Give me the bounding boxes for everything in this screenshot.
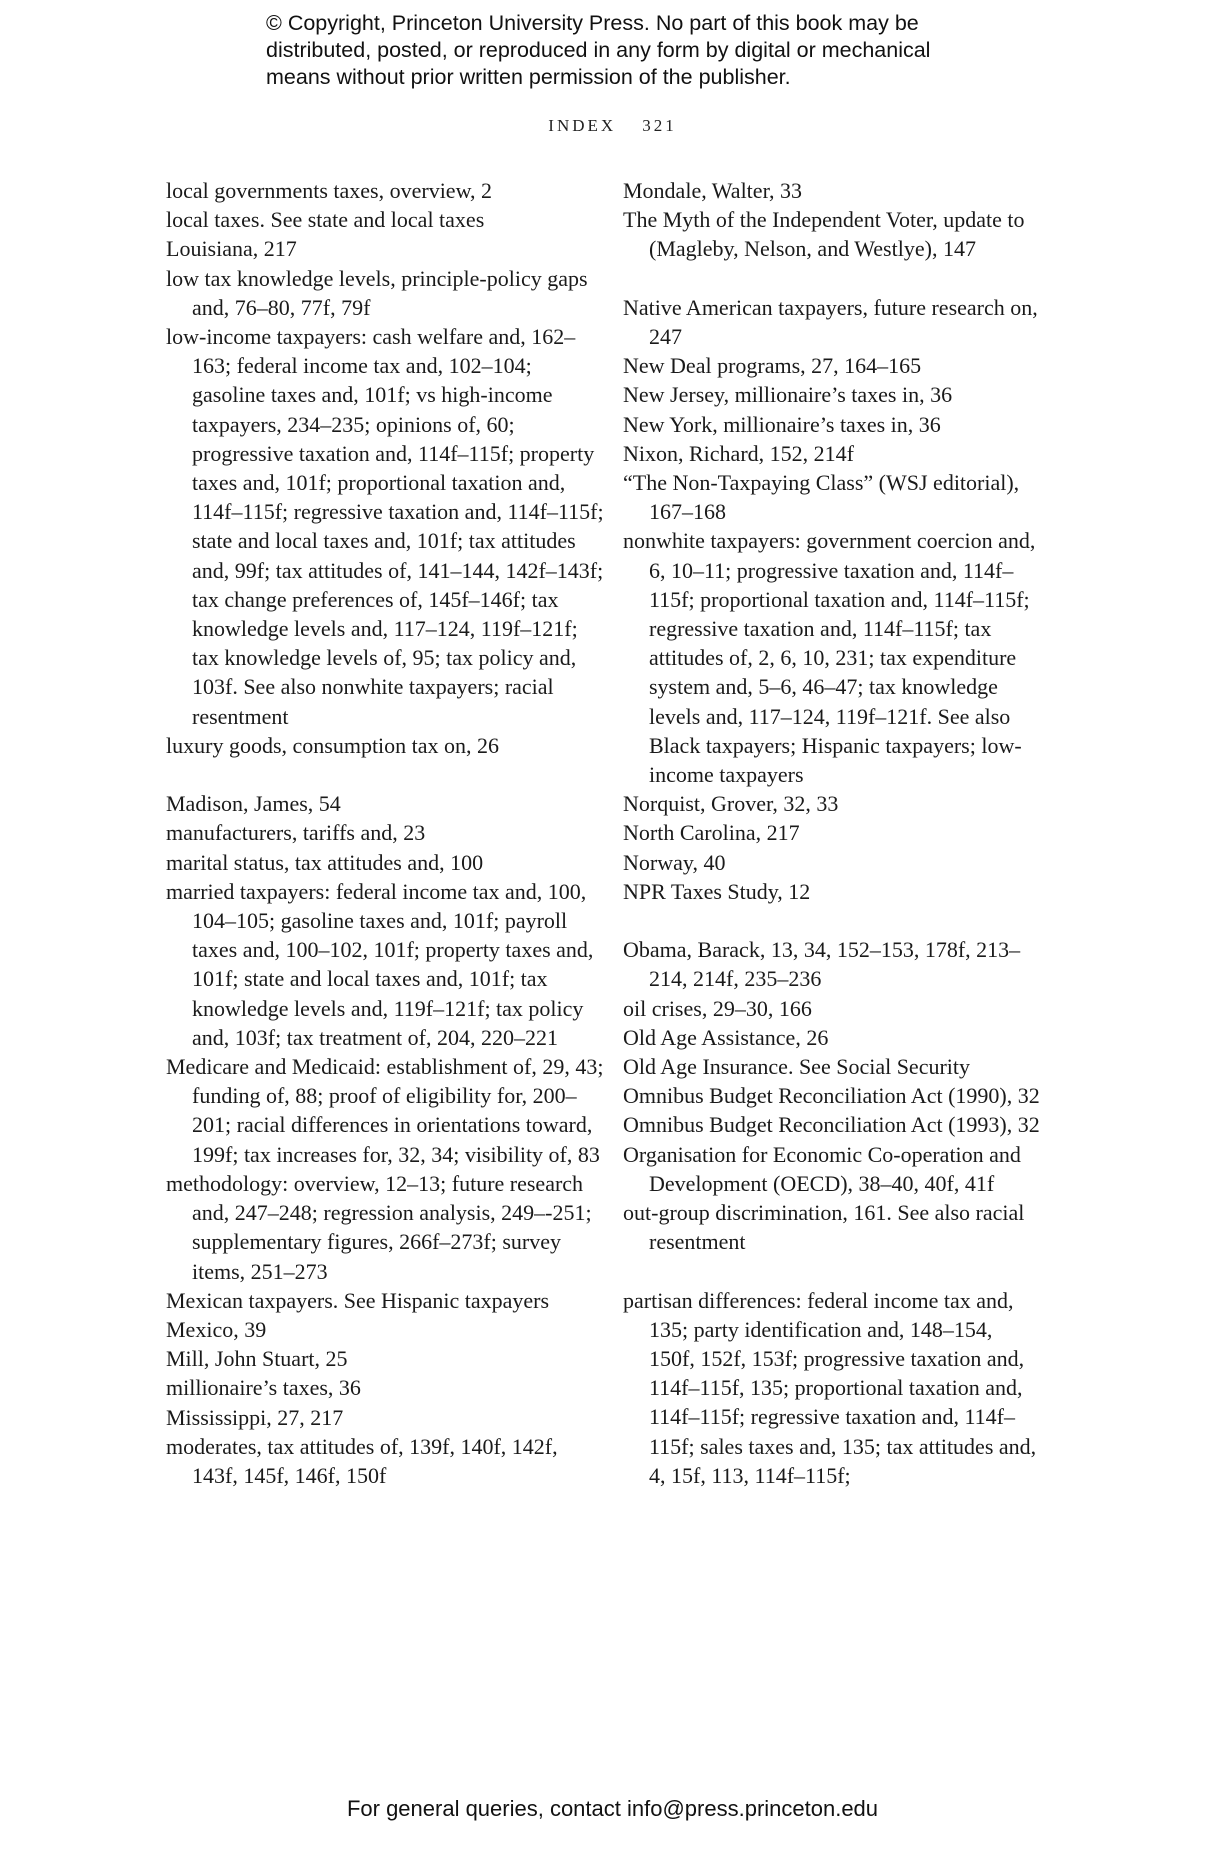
section-gap — [623, 906, 1043, 935]
copyright-line: means without prior written permission of the publisher. — [266, 65, 791, 89]
index-entry: luxury goods, consumption tax on, 26 — [166, 732, 500, 758]
section-gap — [166, 760, 606, 789]
footer-contact: For general queries, contact info@press.princeton.edu — [346, 1796, 879, 1821]
index-entry: Mexico, 39 — [166, 1316, 267, 1342]
index-entry: Obama, Barack, 13, 34, 152–153, 178f, 213–214, 214f, 235–236 — [623, 937, 1021, 992]
index-column-left — [166, 176, 606, 1490]
index-entry: Old Age Assistance, 26 — [623, 1024, 829, 1050]
page-number: 321 — [642, 116, 677, 135]
index-entry: Old Age Insurance. See Social Security — [623, 1054, 971, 1080]
section-gap — [623, 1256, 1043, 1285]
running-head — [0, 116, 1225, 136]
index-entry: New Jersey, millionaire’s taxes in, 36 — [623, 382, 953, 408]
index-entry: North Carolina, 217 — [623, 820, 800, 846]
index-entry: Madison, James, 54 — [166, 791, 341, 817]
index-entry: Omnibus Budget Reconciliation Act (1990), 32 — [623, 1083, 1040, 1109]
copyright-line: distributed, posted, or reproduced in any form by digital or mechanical — [266, 38, 931, 62]
index-column-right — [623, 176, 1043, 1490]
index-entry: low-income taxpayers: cash welfare and, 162–163; federal income tax and, 102–104; gasoline taxes and, 101f; vs high-income taxpayers, 234–235; opinions of, 60; progressive taxation and, 114f–115f; property taxes and, 101f; proportional taxation and, 114f–115f; regressive taxation and, 114f–115f; state and local taxes and, 101f; tax attitudes and, 99f; tax attitudes of, 141–144, 142f–143f; tax change preferences of, 145f–146f; tax knowledge levels and, 117–124, 119f–121f; tax knowledge levels of, 95; tax policy and, 103f. See also nonwhite taxpayers; racial resentment — [166, 324, 604, 729]
index-entry: Louisiana, 217 — [166, 236, 297, 262]
index-entry: Mississippi, 27, 217 — [166, 1404, 344, 1430]
index-entry: NPR Taxes Study, 12 — [623, 878, 811, 904]
section-gap — [623, 264, 1043, 293]
index-entry: Organisation for Economic Co-operation and Development (OECD), 38–40, 40f, 41f — [623, 1141, 1021, 1196]
running-head-label: INDEX — [548, 116, 617, 135]
index-entry: marital status, tax attitudes and, 100 — [166, 849, 484, 875]
index-entry: out-group discrimination, 161. See also racial resentment — [623, 1200, 1025, 1255]
index-entry: nonwhite taxpayers: government coercion and, 6, 10–11; progressive taxation and, 114f–115f; proportional taxation and, 114f–115f; regressive taxation and, 114f–115f; tax attitudes of, 2, 6, 10, 231; tax expenditure system and, 5–6, 46–47; tax knowledge levels and, 117–124, 119f–121f. See also Black taxpayers; Hispanic taxpayers; low-income taxpayers — [623, 528, 1036, 788]
index-entry: local taxes. See state and local taxes — [166, 207, 485, 233]
index-entry: “The Non-Taxpaying Class” (WSJ editorial), 167–168 — [623, 470, 1020, 525]
index-entry: Native American taxpayers, future research on, 247 — [623, 294, 1038, 349]
index-entry: low tax knowledge levels, principle-policy gaps and, 76–80, 77f, 79f — [166, 265, 588, 320]
index-entry: methodology: overview, 12–13; future research and, 247–248; regression analysis, 249–-251; supplementary figures, 266f–273f; survey items, 251–273 — [166, 1170, 592, 1284]
index-entry: manufacturers, tariffs and, 23 — [166, 820, 426, 846]
index-entry: New York, millionaire’s taxes in, 36 — [623, 411, 941, 437]
index-entry: Medicare and Medicaid: establishment of, 29, 43; funding of, 88; proof of eligibility for, 200–201; racial differences in orientations toward, 199f; tax increases for, 32, 34; visibility of, 83 — [166, 1054, 604, 1167]
index-entry: Norway, 40 — [623, 849, 726, 875]
index-entry: millionaire’s taxes, 36 — [166, 1375, 361, 1401]
index-entry: Omnibus Budget Reconciliation Act (1993), 32 — [623, 1112, 1040, 1138]
index-entry: Mill, John Stuart, 25 — [166, 1346, 348, 1372]
index-entry: Norquist, Grover, 32, 33 — [623, 791, 839, 817]
index-entry: partisan differences: federal income tax and, 135; party identification and, 148–154, 150f, 152f, 153f; progressive taxation and, 114f–115f, 135; proportional taxation and, 114f–115f; regressive taxation and, 114f–115f; sales taxes and, 135; tax attitudes and, 4, 15f, 113, 114f–115f; — [623, 1287, 1037, 1488]
index-entry: Nixon, Richard, 152, 214f — [623, 440, 854, 466]
index-entry: The Myth of the Independent Voter, update to (Magleby, Nelson, and Westlye), 147 — [623, 207, 1025, 262]
index-entry: oil crises, 29–30, 166 — [623, 995, 812, 1021]
index-entry: New Deal programs, 27, 164–165 — [623, 353, 922, 379]
copyright-notice — [266, 10, 1026, 91]
copyright-line: © Copyright, Princeton University Press. No part of this book may be — [266, 11, 919, 35]
index-entry: local governments taxes, overview, 2 — [166, 178, 493, 203]
index-entry: moderates, tax attitudes of, 139f, 140f, 142f, 143f, 145f, 146f, 150f — [166, 1433, 558, 1488]
index-entry: married taxpayers: federal income tax and, 100, 104–105; gasoline taxes and, 101f; payroll taxes and, 100–102, 101f; property taxes and, 101f; state and local taxes and, 101f; tax knowledge levels and, 119f–121f; tax policy and, 103f; tax treatment of, 204, 220–221 — [166, 878, 594, 1050]
index-entry: Mexican taxpayers. See Hispanic taxpayers — [166, 1287, 550, 1313]
index-entry: Mondale, Walter, 33 — [623, 178, 803, 203]
